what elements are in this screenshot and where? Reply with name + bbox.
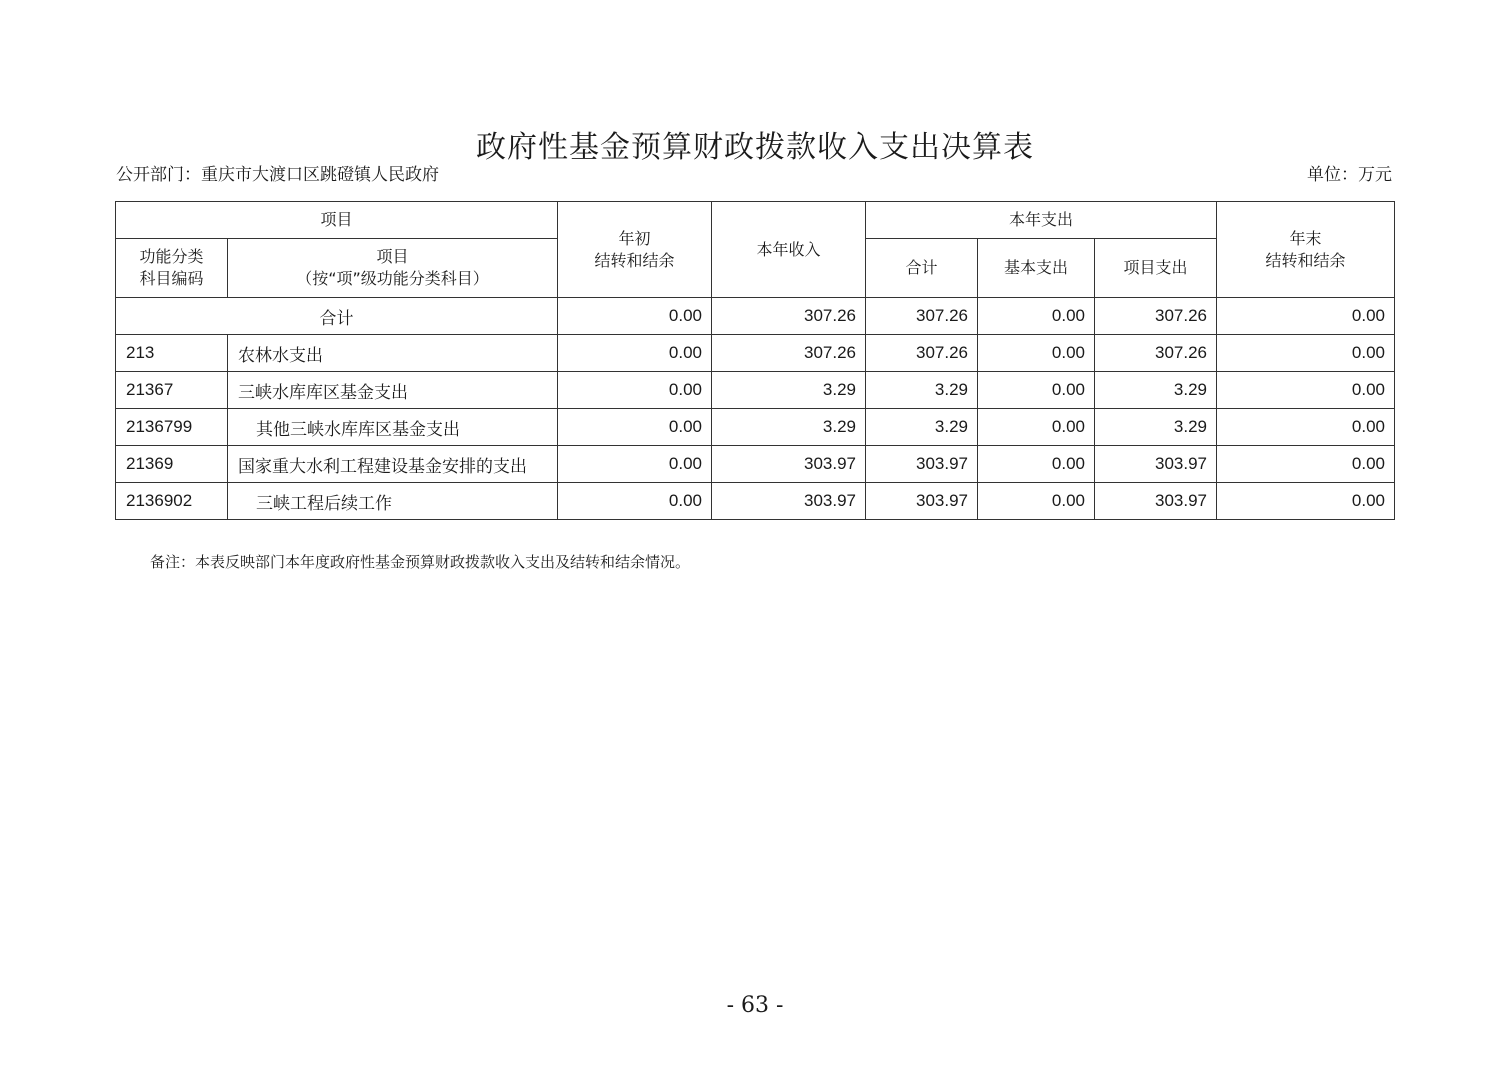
row-exp-basic: 0.00 xyxy=(978,483,1095,520)
unit-label: 单位：万元 xyxy=(1307,165,1392,185)
row-exp-total: 303.97 xyxy=(866,483,978,520)
header-name xyxy=(228,239,558,298)
row-exp-total: 303.97 xyxy=(866,446,978,483)
table-row xyxy=(116,372,1395,409)
table-row xyxy=(116,446,1395,483)
header-name-line2: （按“项”级功能分类科目） xyxy=(296,269,489,288)
total-exp-project: 307.26 xyxy=(1095,298,1217,335)
row-exp-project: 3.29 xyxy=(1095,409,1217,446)
header-end-line1: 年末 xyxy=(1289,228,1322,248)
row-end: 0.00 xyxy=(1217,483,1395,520)
total-exp-total: 307.26 xyxy=(866,298,978,335)
table-row xyxy=(116,335,1395,372)
row-income: 303.97 xyxy=(712,483,866,520)
header-start-balance xyxy=(558,202,712,298)
row-name: 国家重大水利工程建设基金安排的支出 xyxy=(228,446,558,483)
row-exp-basic: 0.00 xyxy=(978,335,1095,372)
row-name: 农林水支出 xyxy=(228,335,558,372)
header-start-line1: 年初 xyxy=(618,228,651,248)
total-label: 合计 xyxy=(116,298,558,335)
row-code: 2136902 xyxy=(116,483,228,520)
header-expense-basic: 基本支出 xyxy=(978,239,1095,298)
row-start: 0.00 xyxy=(558,335,712,372)
row-start: 0.00 xyxy=(558,446,712,483)
row-code: 2136799 xyxy=(116,409,228,446)
header-code xyxy=(116,239,228,298)
header-start-line2: 结转和结余 xyxy=(594,250,675,270)
row-exp-basic: 0.00 xyxy=(978,446,1095,483)
row-exp-project: 307.26 xyxy=(1095,335,1217,372)
page-title: 政府性基金预算财政拨款收入支出决算表 xyxy=(476,130,1034,165)
row-start: 0.00 xyxy=(558,372,712,409)
row-end: 0.00 xyxy=(1217,335,1395,372)
row-income: 3.29 xyxy=(712,372,866,409)
row-name: 三峡水库库区基金支出 xyxy=(228,372,558,409)
header-row-1 xyxy=(116,202,1395,239)
row-exp-total: 3.29 xyxy=(866,372,978,409)
footnote: 备注：本表反映部门本年度政府性基金预算财政拨款收入支出及结转和结余情况。 xyxy=(150,553,691,571)
header-income: 本年收入 xyxy=(712,202,866,298)
row-exp-project: 3.29 xyxy=(1095,372,1217,409)
row-code: 21369 xyxy=(116,446,228,483)
row-end: 0.00 xyxy=(1217,409,1395,446)
page-number: - 63 - xyxy=(726,993,784,1018)
total-start: 0.00 xyxy=(558,298,712,335)
total-end: 0.00 xyxy=(1217,298,1395,335)
row-exp-project: 303.97 xyxy=(1095,483,1217,520)
department-label: 公开部门：重庆市大渡口区跳磴镇人民政府 xyxy=(116,165,439,185)
total-row xyxy=(116,298,1395,335)
row-name: 三峡工程后续工作 xyxy=(228,483,558,520)
row-name: 其他三峡水库库区基金支出 xyxy=(228,409,558,446)
row-start: 0.00 xyxy=(558,483,712,520)
budget-table xyxy=(115,201,1395,520)
header-item-group: 项目 xyxy=(116,202,558,239)
header-end-line2: 结转和结余 xyxy=(1265,250,1346,270)
header-expense-total: 合计 xyxy=(866,239,978,298)
header-code-line1: 功能分类 xyxy=(139,247,204,266)
row-exp-basic: 0.00 xyxy=(978,409,1095,446)
row-income: 303.97 xyxy=(712,446,866,483)
row-exp-total: 307.26 xyxy=(866,335,978,372)
row-income: 3.29 xyxy=(712,409,866,446)
header-expense-group: 本年支出 xyxy=(866,202,1217,239)
row-start: 0.00 xyxy=(558,409,712,446)
row-exp-basic: 0.00 xyxy=(978,372,1095,409)
header-expense-project: 项目支出 xyxy=(1095,239,1217,298)
row-exp-project: 303.97 xyxy=(1095,446,1217,483)
row-exp-total: 3.29 xyxy=(866,409,978,446)
total-income: 307.26 xyxy=(712,298,866,335)
row-income: 307.26 xyxy=(712,335,866,372)
table-row xyxy=(116,483,1395,520)
row-code: 21367 xyxy=(116,372,228,409)
table-row xyxy=(116,409,1395,446)
header-name-line1: 项目 xyxy=(376,247,409,266)
header-end-balance xyxy=(1217,202,1395,298)
row-end: 0.00 xyxy=(1217,372,1395,409)
header-code-line2: 科目编码 xyxy=(139,269,204,288)
row-end: 0.00 xyxy=(1217,446,1395,483)
row-code: 213 xyxy=(116,335,228,372)
total-exp-basic: 0.00 xyxy=(978,298,1095,335)
